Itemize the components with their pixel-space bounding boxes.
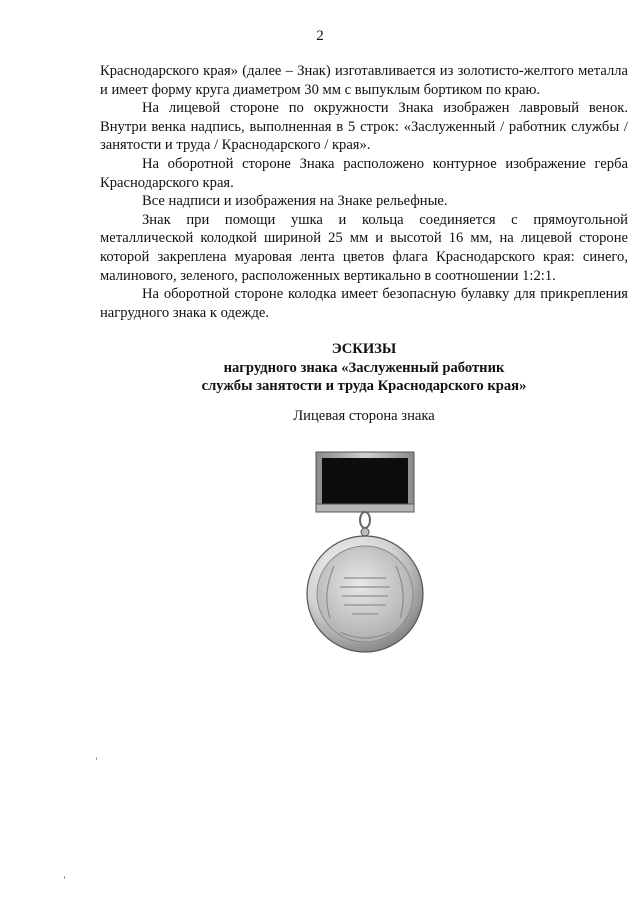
eyelet [361,528,369,536]
badge-image [300,448,430,658]
ring [360,512,370,528]
sketch-subtitle-line2: службы занятости и труда Краснодарского края» [201,378,527,394]
paragraph-1: Краснодарского края» (далее – Знак) изготавливается из золотисто-желтого металла и имеет форму круга диаметром 30 мм с выпуклым бортиком по краю. [100,63,628,98]
scan-speck [96,757,97,760]
page-number: 2 [316,28,324,44]
body-text [100,62,628,322]
paragraph-6: На оборотной стороне колодка имеет безопасную булавку для прикрепления нагрудного знака к одежде. [100,286,628,321]
sketch-heading [100,340,628,396]
scan-speck [64,876,65,879]
paragraph-2: На лицевой стороне по окружности Знака изображен лавровый венок. Внутри венка надпись, выполненная в 5 строк: «Заслуженный / работник службы / занятости и труда / Краснодарского / края». [100,100,628,154]
medal-inner [317,546,413,642]
badge-drawing [300,448,430,658]
ribbon [322,458,408,504]
sketch-subtitle-line1: нагрудного знака «Заслуженный работник [223,359,505,376]
paragraph-4: Все надписи и изображения на Знаке рельефные. [142,193,448,210]
sketch-title: ЭСКИЗЫ [331,341,397,357]
side-label: Лицевая сторона знака [293,408,435,424]
bar-bottom [316,504,414,512]
paragraph-3: На оборотной стороне Знака расположено контурное изображение герба Краснодарского края. [100,155,628,191]
paragraph-5: Знак при помощи ушка и кольца соединяется с прямоугольной металлической колодкой шириной 25 мм и высотой 16 мм, на лицевой стороне которой закреплена муаровая лента цветов флага Краснодарского края: синего, малинового, зеленого, расположенных вертикально в соотношении 1:2:1. [100,211,628,284]
